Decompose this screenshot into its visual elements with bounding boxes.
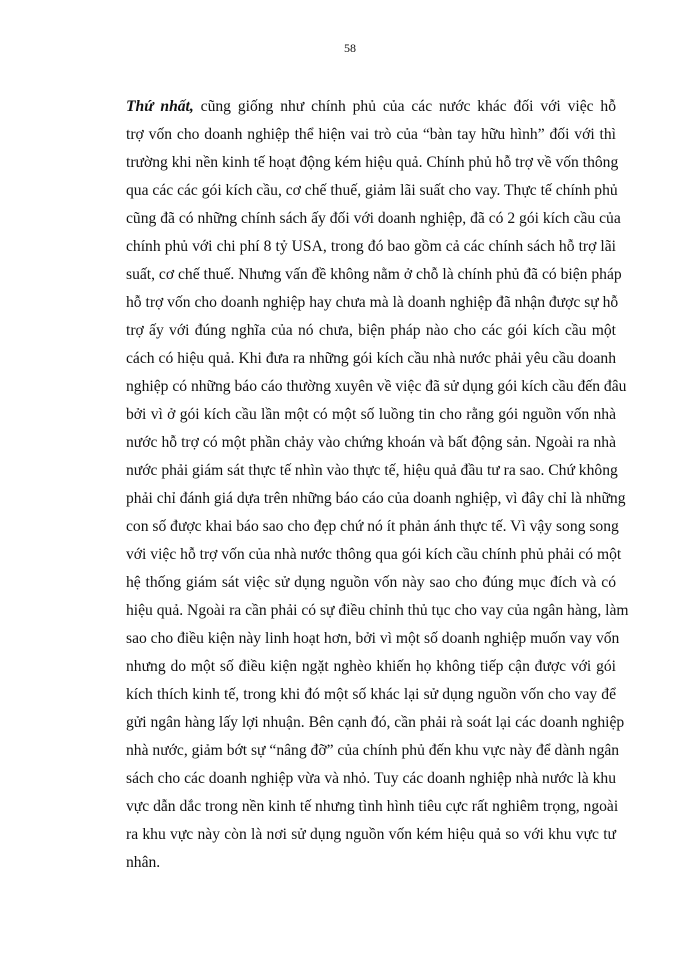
lead-term: Thứ nhất, (126, 98, 194, 115)
text-line: sao cho điều kiện này linh hoạt hơn, bởi vì một số doanh nghiệp muốn vay vốn (126, 630, 620, 647)
text-line: nhưng do một số điều kiện ngặt nghèo khiến họ không tiếp cận được với gói (126, 658, 616, 675)
text-line: trợ vốn cho doanh nghiệp thể hiện vai trò của “bàn tay hữu hình” đối với thì (126, 126, 616, 143)
text-line: nước hỗ trợ có một phần chảy vào chứng khoán và bất động sản. Ngoài ra nhà (126, 434, 616, 451)
text-line: qua các các gói kích cầu, cơ chế thuế, giảm lãi suất cho vay. Thực tế chính phủ (126, 182, 618, 199)
text-line: sách cho các doanh nghiệp vừa và nhỏ. Tuy các doanh nghiệp nhà nước là khu (126, 770, 616, 787)
text-line: kích thích kinh tế, trong khi đó một số khác lại sử dụng nguồn vốn cho vay để (126, 686, 616, 703)
text-line: cũng đã có những chính sách ấy đối với doanh nghiệp, đã có 2 gói kích cầu của (126, 210, 621, 227)
text-line: hệ thống giám sát việc sử dụng nguồn vốn này sao cho đúng mục đích và có (126, 574, 616, 591)
text-line: ra khu vực này còn là nơi sử dụng nguồn vốn kém hiệu quả so với khu vực tư (126, 826, 616, 843)
text-line: với việc hỗ trợ vốn của nhà nước thông qua gói kích cầu chính phủ phải có một (126, 546, 622, 563)
page-number: 58 (344, 41, 356, 55)
text-line: nhân. (126, 854, 161, 871)
text-line: suất, cơ chế thuế. Nhưng vấn đề không nằm ở chỗ là chính phủ đã có biện pháp (126, 266, 622, 283)
text-line: phải chỉ đánh giá dựa trên những báo cáo của doanh nghiệp, vì đây chỉ là những (126, 490, 626, 507)
text-line (126, 93, 616, 121)
body-paragraph (126, 93, 629, 877)
text-line: nghiệp có những báo cáo thường xuyên về việc đã sử dụng gói kích cầu đến đâu (126, 378, 627, 395)
text-line: vực dẫn dắc trong nền kinh tế nhưng tình hình tiêu cực rất nghiêm trọng, ngoài (126, 798, 619, 815)
text-line: chính phủ với chi phí 8 tỷ USA, trong đó bao gồm cả các chính sách hỗ trợ lãi (126, 238, 616, 255)
text-line: cách có hiệu quả. Khi đưa ra những gói kích cầu nhà nước phải yêu cầu doanh (126, 350, 616, 367)
text-line: nhà nước, giảm bớt sự “nâng đỡ” của chính phủ đến khu vực này để dành ngân (126, 742, 620, 759)
text-line: nước phải giám sát thực tế nhìn vào thực tế, hiệu quả đầu tư ra sao. Chứ không (126, 462, 618, 479)
text-line-content: cũng giống như chính phủ của các nước khác đối với việc hỗ (193, 98, 617, 115)
text-line: hỗ trợ vốn cho doanh nghiệp hay chưa mà là doanh nghiệp đã nhận được sự hỗ (126, 294, 619, 311)
text-line: bởi vì ở gói kích cầu lần một có một số luồng tin cho rằng gói nguồn vốn nhà (126, 406, 616, 423)
text-line: trợ ấy với đúng nghĩa của nó chưa, biện pháp nào cho các gói kích cầu một (126, 322, 616, 339)
text-line: con số được khai báo sao cho đẹp chứ nó ít phản ánh thực tế. Vì vậy song song (126, 518, 619, 535)
text-line: gửi ngân hàng lấy lợi nhuận. Bên cạnh đó, cần phải rà soát lại các doanh nghiệp (126, 714, 625, 731)
text-line: hiệu quả. Ngoài ra cần phải có sự điều chỉnh thủ tục cho vay của ngân hàng, làm (126, 602, 629, 619)
text-line: trường khi nền kinh tế hoạt động kém hiệu quả. Chính phủ hỗ trợ về vốn thông (126, 154, 619, 171)
